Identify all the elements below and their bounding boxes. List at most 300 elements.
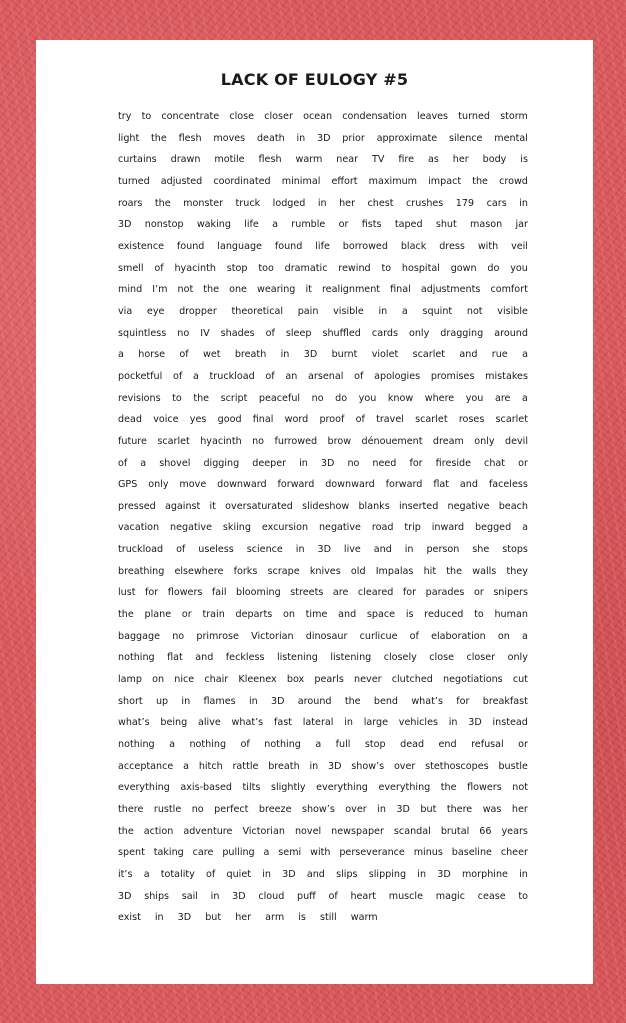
poem-word: cars — [486, 197, 507, 209]
poem-word: rewind — [338, 262, 371, 274]
poem-line — [118, 366, 528, 388]
poem-word: only — [507, 652, 528, 664]
poem-word: chest — [367, 197, 394, 209]
poem-word: negative — [447, 500, 490, 512]
poem-word: human — [494, 609, 528, 621]
poem-word: what’s — [231, 717, 264, 729]
poem-line — [118, 561, 528, 583]
poem-word: wet — [202, 349, 221, 361]
poem-word: they — [506, 565, 528, 577]
poem-word: turned — [458, 111, 490, 122]
poem-word: lateral — [302, 717, 334, 729]
poem-word: a — [183, 760, 190, 772]
poem-word: it — [305, 284, 312, 296]
poem-line — [118, 323, 528, 345]
poem-word: voice — [153, 414, 179, 426]
poem-word: scrape — [267, 565, 300, 577]
poem-word: fists — [361, 219, 382, 231]
poem-word: on — [152, 674, 165, 686]
poem-word: I’m — [152, 284, 168, 296]
poem-word: in — [344, 717, 353, 729]
poem-word: rattle — [232, 760, 259, 772]
poem-word: being — [160, 717, 188, 729]
poem-word: the — [193, 392, 210, 404]
poem-line — [118, 539, 528, 561]
poem-word: adjustments — [420, 284, 481, 296]
poem-word: veil — [511, 240, 528, 252]
poem-word: and — [195, 652, 214, 664]
poem-word: around — [297, 695, 332, 707]
poem-word: mason — [470, 219, 503, 231]
poem-word: warm — [295, 154, 323, 166]
poem-word: nothing — [118, 652, 155, 664]
poem-line — [118, 388, 528, 410]
poem-word: forward — [277, 479, 315, 491]
poem-word: forks — [233, 565, 258, 577]
poem-word: end — [438, 739, 457, 751]
poem-line — [118, 821, 528, 843]
poem-word: a — [522, 522, 528, 534]
poem-word: there — [118, 804, 144, 815]
poem-word: nothing — [189, 739, 227, 751]
poem-word: nothing — [264, 739, 301, 751]
poem-title: LACK OF EULOGY #5 — [220, 70, 409, 89]
poem-word: truckload — [209, 370, 255, 382]
poem-word: of — [265, 327, 275, 339]
poem-word: lust — [118, 587, 136, 599]
poem-word: and — [373, 544, 392, 556]
poem-word: final — [390, 284, 411, 296]
poem-word: impact — [428, 175, 462, 187]
poem-word: departs — [235, 609, 273, 621]
poem-word: or — [473, 587, 484, 599]
poem-word: live — [343, 544, 361, 556]
poem-word: time — [305, 609, 328, 621]
poem-word: listening — [330, 652, 372, 664]
poem-word: devil — [504, 435, 528, 447]
poem-word: never — [354, 674, 382, 686]
poem-word: the — [472, 175, 488, 187]
poem-word: with — [477, 240, 499, 252]
poem-word: and — [338, 609, 357, 621]
poem-word: refusal — [471, 739, 504, 751]
poem-word: axis-based — [180, 782, 232, 794]
poem-word: plane — [144, 609, 172, 621]
poem-word: oversaturated — [225, 500, 293, 512]
poem-word: space — [366, 609, 396, 621]
poem-word: a — [522, 349, 528, 361]
poem-word: slideshow — [302, 500, 350, 512]
poem-word: storm — [500, 111, 528, 122]
poem-word: there — [446, 804, 473, 815]
poem-line — [118, 712, 528, 734]
poem-word: chat — [484, 457, 506, 469]
poem-line — [118, 669, 528, 691]
poem-word: apologies — [374, 370, 421, 382]
poem-word: not — [466, 305, 483, 317]
poem-word: in — [377, 804, 386, 815]
poem-word: to — [141, 111, 152, 122]
poem-word: and — [459, 349, 478, 361]
poem-word: bustle — [498, 760, 528, 772]
poem-word: 3D — [317, 132, 331, 144]
poem-word: her — [511, 804, 528, 815]
poem-word: a — [192, 370, 199, 382]
poem-word: a — [143, 868, 150, 880]
poem-word: are — [332, 587, 349, 599]
poem-word: dragging — [440, 327, 484, 339]
poem-word: life — [244, 219, 259, 231]
poem-word: roses — [458, 414, 485, 426]
poem-word: peaceful — [258, 392, 301, 404]
poem-word: in — [210, 890, 220, 902]
poem-word: person — [426, 544, 460, 556]
poem-word: negative — [318, 522, 361, 534]
poem-word: 3D — [118, 219, 132, 231]
poem-word: what’s — [411, 695, 443, 707]
poem-word: a — [522, 630, 528, 642]
poem-word: future — [118, 435, 147, 447]
poem-word: to — [474, 609, 484, 621]
poem-word: closer — [264, 111, 293, 122]
poem-word: 3D — [303, 349, 318, 361]
poem-word: maximum — [368, 175, 417, 187]
poem-word: breath — [234, 349, 267, 361]
poem-word: no — [347, 457, 360, 469]
poem-word: begged — [475, 522, 512, 534]
poem-word: in — [404, 544, 414, 556]
poem-word: elsewhere — [174, 565, 224, 577]
poem-word: everything — [118, 782, 170, 794]
poem-word: cut — [512, 674, 528, 686]
poem-word: her — [339, 197, 356, 209]
poem-word: adventure — [183, 825, 233, 837]
poem-word: not — [177, 284, 194, 296]
poem-word: the — [446, 565, 463, 577]
poem-word: box — [286, 674, 305, 686]
poem-word: breeze — [258, 804, 292, 815]
poem-word: skiing — [222, 522, 251, 534]
poem-word: mental — [494, 132, 528, 144]
poem-line — [118, 799, 528, 821]
poem-word: silence — [448, 132, 483, 144]
poem-word: to — [518, 890, 528, 902]
poem-word: cards — [371, 327, 398, 339]
poem-word: in — [519, 197, 528, 209]
poem-word: perseverance — [339, 847, 405, 859]
poem-word: truckload — [118, 544, 164, 556]
poem-word: adjusted — [160, 175, 203, 187]
poem-word: theoretical — [231, 305, 284, 317]
poem-word: old — [350, 565, 366, 577]
poem-word: 3D — [320, 457, 335, 469]
poem-word: breakfast — [482, 695, 528, 707]
poem-word: against — [164, 500, 201, 512]
poem-word: ships — [144, 890, 170, 902]
poem-word: science — [246, 544, 283, 556]
poem-word: scandal — [393, 825, 431, 837]
poem-word: wearing — [256, 284, 296, 296]
poem-word: of — [240, 739, 250, 751]
poem-word: elaboration — [431, 630, 486, 642]
poem-word: scarlet — [415, 414, 448, 426]
poem-word: no — [191, 804, 204, 815]
poem-word: prior — [342, 132, 365, 144]
poem-word: visible — [497, 305, 528, 317]
poem-word: vehicles — [398, 717, 438, 729]
poem-word: flesh — [258, 154, 282, 166]
poem-word: of — [265, 370, 275, 382]
poem-word: breathing — [118, 565, 165, 577]
poem-word: via — [118, 305, 133, 317]
poem-word: mind — [118, 284, 143, 296]
poem-word: 3D — [282, 868, 296, 880]
poem-word: with — [310, 847, 331, 859]
poem-word: death — [256, 132, 285, 144]
poem-line — [118, 171, 528, 193]
poem-word: of — [354, 370, 364, 382]
poem-body — [118, 106, 528, 929]
poem-word: lodged — [272, 197, 306, 209]
poem-word: revisions — [118, 392, 161, 404]
poem-word: the — [203, 284, 220, 296]
poem-word: only — [408, 327, 430, 339]
poem-word: pain — [297, 305, 319, 317]
poem-word: it’s — [118, 868, 133, 880]
poem-word: taped — [394, 219, 423, 231]
poem-line — [118, 214, 528, 236]
poem-word: hyacinth — [200, 435, 242, 447]
poem-line — [118, 149, 528, 171]
poem-word: negative — [170, 522, 212, 534]
poem-word: dénouement — [361, 435, 423, 447]
poem-line — [118, 496, 528, 518]
poem-word: dress — [439, 240, 465, 252]
poem-word: deeper — [252, 457, 287, 469]
poem-word: in — [248, 695, 258, 707]
poem-word: brutal — [440, 825, 470, 837]
poem-word: Impalas — [375, 565, 414, 577]
poem-line — [118, 193, 528, 215]
poem-word: years — [501, 825, 528, 837]
poem-word: bend — [373, 695, 399, 707]
poem-word: you — [510, 262, 528, 274]
poem-word: to — [172, 392, 182, 404]
poem-word: in — [378, 305, 388, 317]
poem-word: of — [172, 370, 183, 382]
poem-line — [118, 604, 528, 626]
poem-word: trip — [404, 522, 421, 534]
poem-word: show’s — [351, 760, 385, 772]
poem-word: squintless — [118, 327, 167, 339]
poem-word: Victorian — [251, 630, 294, 642]
poem-word: smell — [118, 262, 144, 274]
poem-word: muscle — [388, 890, 424, 902]
poem-line — [118, 279, 528, 301]
poem-word: useless — [198, 544, 234, 556]
poem-line — [118, 453, 528, 475]
poem-word: semi — [278, 847, 302, 859]
poem-word: pearls — [314, 674, 344, 686]
poem-word: dream — [432, 435, 464, 447]
poem-word: the — [440, 782, 457, 794]
poem-word: stop — [226, 262, 248, 274]
poem-word: in — [295, 544, 305, 556]
poem-line — [118, 431, 528, 453]
poem-word: on — [497, 630, 510, 642]
poem-word: 3D — [118, 890, 132, 902]
poem-word: gown — [450, 262, 477, 274]
poem-word: are — [494, 392, 511, 404]
poem-word: in — [296, 132, 306, 144]
poem-word: and — [306, 868, 325, 880]
poem-word: a — [118, 349, 124, 361]
poem-word: but — [420, 804, 437, 815]
poem-word: to — [381, 262, 392, 274]
poem-word: travel — [376, 414, 404, 426]
poem-word: minus — [413, 847, 443, 859]
poem-word: roars — [118, 197, 143, 209]
poem-word: sail — [181, 890, 198, 902]
poem-word: around — [494, 327, 528, 339]
poem-word: dinosaur — [305, 630, 348, 642]
poem-line — [118, 344, 528, 366]
poem-word: the — [154, 197, 171, 209]
poem-word: shuffled — [322, 327, 361, 339]
poem-word: the — [118, 825, 134, 837]
poem-word: of — [118, 457, 128, 469]
poem-word: eye — [146, 305, 165, 317]
poem-word: word — [284, 414, 309, 426]
poem-word: 3D — [270, 695, 285, 707]
poem-word: furrowed — [274, 435, 318, 447]
poem-word: in — [262, 868, 271, 880]
poem-word: you — [358, 392, 377, 404]
poem-word: sleep — [285, 327, 312, 339]
poem-word: in — [417, 868, 427, 880]
poem-word: perfect — [214, 804, 249, 815]
poem-word: listening — [276, 652, 318, 664]
poem-word: faceless — [488, 479, 528, 491]
poem-word: do — [335, 392, 348, 404]
poem-word: streets — [290, 587, 324, 599]
poem-word: inserted — [398, 500, 439, 512]
poem-word: stethoscopes — [425, 760, 489, 772]
poem-word: fire — [398, 154, 415, 166]
poem-word: crowd — [499, 175, 528, 187]
poem-word: truck — [235, 197, 261, 209]
poem-word: fail — [211, 587, 227, 599]
poem-word: vacation — [118, 522, 160, 534]
poem-word: stop — [364, 739, 386, 751]
poem-word: no — [252, 435, 265, 447]
poem-word: rustle — [153, 804, 182, 815]
poem-word: language — [217, 240, 262, 252]
poem-word: no — [177, 327, 190, 339]
poem-word: on — [282, 609, 295, 621]
poem-word: up — [155, 695, 169, 707]
poem-word: dead — [400, 739, 425, 751]
poem-word: borrowed — [342, 240, 388, 252]
poem-word: effort — [331, 175, 358, 187]
poem-word: was — [482, 804, 502, 815]
poem-word: 3D — [232, 890, 246, 902]
poem-word: you — [465, 392, 484, 404]
poem-word: move — [179, 479, 207, 491]
poem-word: forward — [385, 479, 423, 491]
poem-word: dropper — [179, 305, 217, 317]
poem-word: hyacinth — [174, 262, 216, 274]
poem-word: what’s — [118, 717, 150, 729]
poem-line — [118, 301, 528, 323]
poem-word: road — [371, 522, 394, 534]
poem-word: of — [206, 868, 216, 880]
poem-word: it — [209, 500, 216, 512]
poem-word: heart — [350, 890, 377, 902]
poem-word: flames — [203, 695, 236, 707]
poem-word: found — [274, 240, 303, 252]
poem-word: action — [143, 825, 174, 837]
poem-word: an — [285, 370, 298, 382]
poem-word: burnt — [331, 349, 358, 361]
poem-word: where — [424, 392, 455, 404]
poem-word: found — [176, 240, 205, 252]
poem-word: turned — [118, 175, 150, 187]
poem-word: acceptance — [118, 760, 174, 772]
poem-word: existence — [118, 240, 164, 252]
poem-word: 3D — [317, 544, 331, 556]
poem-word: ocean — [303, 111, 333, 122]
poem-word: of — [179, 349, 189, 361]
poem-word: close — [229, 111, 255, 122]
poem-word: quiet — [226, 868, 251, 880]
poem-word: curtains — [118, 154, 157, 166]
poem-word: or — [338, 219, 349, 231]
poem-word: flesh — [178, 132, 202, 144]
poem-word: scarlet — [495, 414, 528, 426]
poem-word: beach — [498, 500, 528, 512]
poem-word: flowers — [167, 587, 203, 599]
poem-word: body — [482, 154, 507, 166]
poem-line — [118, 734, 528, 756]
poem-word: stops — [502, 544, 528, 556]
poem-word: monster — [183, 197, 224, 209]
poem-word: tilts — [242, 782, 261, 794]
poem-word: do — [487, 262, 500, 274]
poem-line — [118, 582, 528, 604]
poem-word: instead — [492, 717, 528, 729]
poem-word: scarlet — [412, 349, 446, 361]
poem-word: black — [400, 240, 427, 252]
poem-word: in — [181, 695, 191, 707]
poem-word: shades — [220, 327, 255, 339]
poem-word: horse — [138, 349, 166, 361]
poem-word: for — [409, 457, 423, 469]
poem-word: hitch — [198, 760, 223, 772]
poem-line — [118, 258, 528, 280]
poem-word: life — [315, 240, 330, 252]
poem-word: drawn — [170, 154, 201, 166]
poem-word: in — [519, 868, 528, 880]
poem-word: flowers — [467, 782, 502, 794]
poem-word: or — [518, 739, 528, 751]
poem-word: only — [148, 479, 169, 491]
poem-word: one — [229, 284, 247, 296]
poem-word: no — [172, 630, 185, 642]
poem-line — [118, 626, 528, 648]
poem-word: good — [217, 414, 242, 426]
poem-word: know — [387, 392, 414, 404]
